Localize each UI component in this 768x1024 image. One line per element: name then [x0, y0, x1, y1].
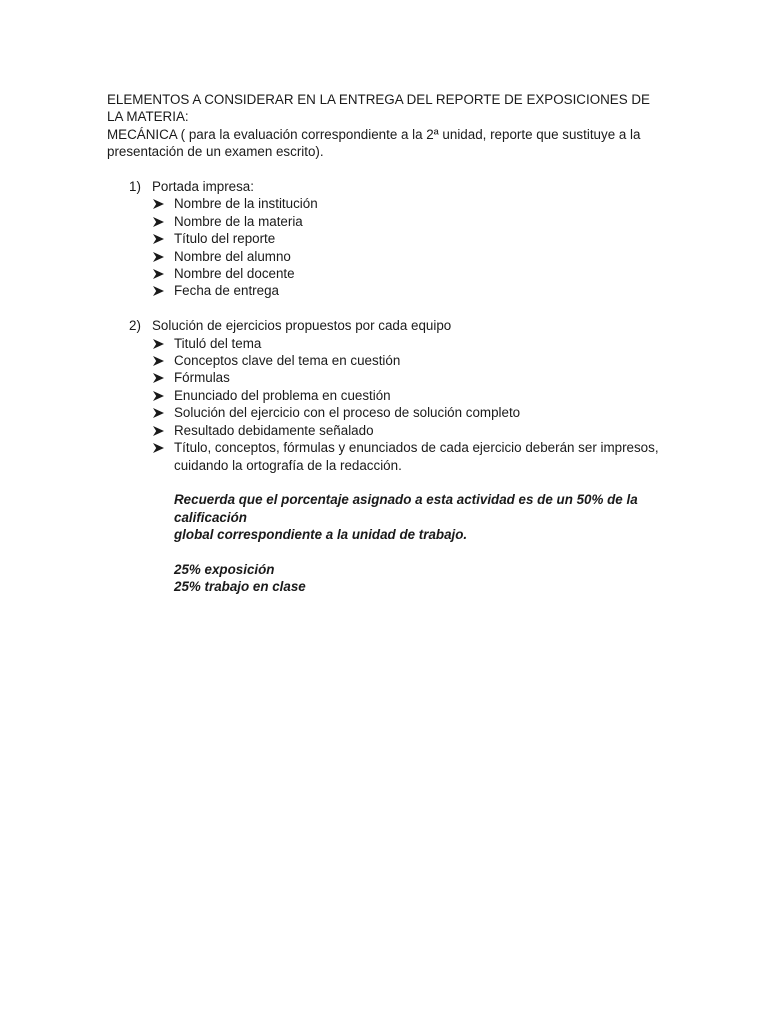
list-item	[107, 265, 667, 282]
arrowhead-bullet-icon	[153, 373, 164, 383]
section-number: 1)	[129, 179, 141, 195]
section-title: Portada impresa:	[152, 179, 254, 195]
arrowhead-bullet-icon	[153, 408, 164, 418]
section-heading	[107, 317, 667, 334]
list-item	[107, 422, 667, 439]
list-item-text: Título del reporte	[174, 231, 276, 247]
list-item-text: Resultado debidamente señalado	[174, 422, 374, 438]
bullet-list	[107, 335, 667, 474]
grading-note	[107, 474, 667, 596]
list-item	[107, 230, 667, 247]
arrowhead-bullet-icon	[153, 443, 164, 453]
arrowhead-bullet-icon	[153, 252, 164, 262]
breakdown-exposicion: 25% exposición	[174, 561, 275, 577]
document-body	[107, 91, 667, 596]
list-item-text: cuidando la ortografía de la redacción.	[174, 457, 402, 473]
list-item-text: Enunciado del problema en cuestión	[174, 387, 391, 403]
section-solucion	[107, 317, 667, 474]
list-item-text: Título, conceptos, fórmulas y enunciados de cada ejercicio deberán ser impresos,	[174, 440, 659, 456]
arrowhead-bullet-icon	[153, 199, 164, 209]
arrowhead-bullet-icon	[153, 217, 164, 227]
note-line-2: global correspondiente a la unidad de trabajo.	[174, 527, 468, 543]
list-item	[107, 248, 667, 265]
header-line-2: MECÁNICA ( para la evaluación correspondiente a la 2ª unidad, reporte que sustituye a la	[107, 126, 641, 142]
header-line-1: ELEMENTOS A CONSIDERAR EN LA ENTREGA DEL REPORTE DE EXPOSICIONES DE LA MATERIA:	[107, 92, 650, 125]
arrowhead-bullet-icon	[153, 426, 164, 436]
arrowhead-bullet-icon	[153, 391, 164, 401]
list-item	[107, 195, 667, 212]
note-line-1: Recuerda que el porcentaje asignado a esta actividad es de un 50% de la calificación	[174, 492, 638, 525]
list-item-text: Nombre del docente	[174, 266, 295, 282]
list-item	[107, 387, 667, 404]
list-item-text: Fecha de entrega	[174, 283, 279, 299]
section-number: 2)	[129, 318, 141, 334]
list-item-text: Conceptos clave del tema en cuestión	[174, 353, 401, 369]
list-item	[107, 439, 667, 456]
arrowhead-bullet-icon	[153, 234, 164, 244]
bullet-list	[107, 195, 667, 299]
list-item	[107, 352, 667, 369]
arrowhead-bullet-icon	[153, 356, 164, 366]
header-line-3: presentación de un examen escrito).	[107, 144, 324, 160]
section-heading	[107, 178, 667, 195]
list-item-text: Fórmulas	[174, 370, 230, 386]
list-item-text: Nombre de la institución	[174, 196, 318, 212]
list-item-text: Tituló del tema	[174, 335, 262, 351]
list-item	[107, 335, 667, 352]
list-item-text: Nombre de la materia	[174, 213, 303, 229]
section-title: Solución de ejercicios propuestos por cada equipo	[152, 318, 452, 334]
arrowhead-bullet-icon	[153, 339, 164, 349]
document-header	[107, 91, 667, 161]
section-portada	[107, 178, 667, 300]
list-item	[107, 282, 667, 299]
arrowhead-bullet-icon	[153, 269, 164, 279]
list-item-text: Nombre del alumno	[174, 248, 291, 264]
list-item-continuation	[107, 457, 667, 474]
list-item-text: Solución del ejercicio con el proceso de solución completo	[174, 405, 521, 421]
list-item	[107, 213, 667, 230]
arrowhead-bullet-icon	[153, 286, 164, 296]
list-item	[107, 369, 667, 386]
breakdown-trabajo-clase: 25% trabajo en clase	[174, 579, 306, 595]
list-item	[107, 404, 667, 421]
